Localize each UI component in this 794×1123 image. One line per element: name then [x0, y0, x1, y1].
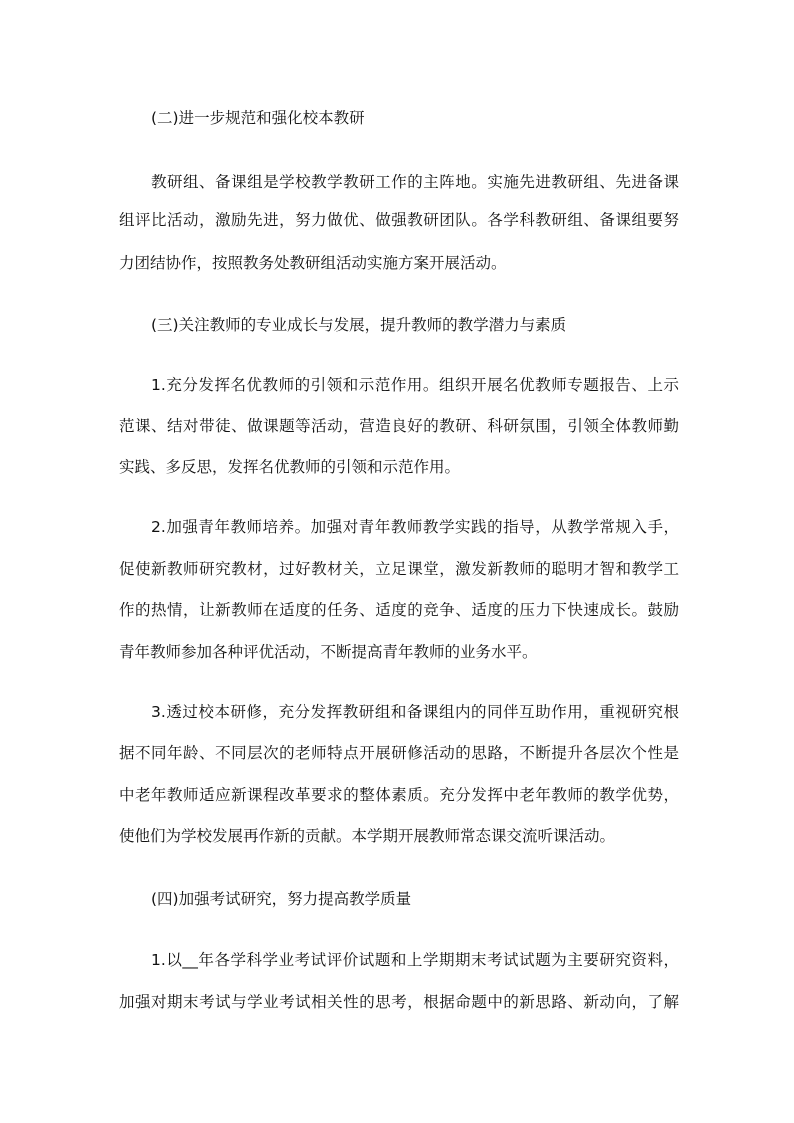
paragraph-line: 中老年教师适应新课程改革要求的整体素质。充分发挥中老年教师的教学优势，	[119, 786, 679, 804]
paragraph-line: 促使新教师研究教材，过好教材关，立足课堂，激发新教师的聪明才智和教学工	[119, 560, 679, 578]
paragraph-line: 组评比活动，激励先进，努力做优、做强教研团队。各学科教研组、备课组要努	[119, 211, 679, 229]
section-heading-4: (四)加强考试研究，努力提高教学质量	[151, 890, 412, 908]
paragraph-line: 教研组、备课组是学校教学教研工作的主阵地。实施先进教研组、先进备课	[151, 173, 679, 191]
section-heading-3: (三)关注教师的专业成长与发展，提升教师的教学潜力与素质	[151, 316, 567, 334]
paragraph-line: 使他们为学校发展再作新的贡献。本学期开展教师常态课交流听课活动。	[119, 827, 616, 845]
paragraph-line: 2.加强青年教师培养。加强对青年教师教学实践的指导，从教学常规入手，	[151, 518, 679, 536]
paragraph-line: 力团结协作，按照教务处教研组活动实施方案开展活动。	[119, 254, 507, 272]
paragraph-line: 青年教师参加各种评优活动，不断提高青年教师的业务水平。	[119, 643, 538, 661]
paragraph-line: 1.充分发挥名优教师的引领和示范作用。组织开展名优教师专题报告、上示	[151, 376, 679, 394]
paragraph-line: 实践、多反思，发挥名优教师的引领和示范作用。	[119, 458, 461, 476]
paragraph-line: 据不同年龄、不同层次的老师特点开展研修活动的思路，不断提升各层次个性是	[119, 744, 679, 762]
paragraph-line: 范课、结对带徒、做课题等活动，营造良好的教研、科研氛围，引领全体教师勤	[119, 417, 679, 435]
paragraph-line: 作的热情，让新教师在适度的任务、适度的竞争、适度的压力下快速成长。鼓励	[119, 601, 679, 619]
section-heading-2: (二)进一步规范和强化校本教研	[151, 109, 365, 127]
paragraph-line: 加强对期末考试与学业考试相关性的思考，根据命题中的新思路、新动向，了解	[119, 993, 679, 1011]
paragraph-line: 3.透过校本研修，充分发挥教研组和备课组内的同伴互助作用，重视研究根	[151, 703, 679, 721]
paragraph-line: 1.以__年各学科学业考试评价试题和上学期期末考试试题为主要研究资料，	[151, 951, 679, 969]
